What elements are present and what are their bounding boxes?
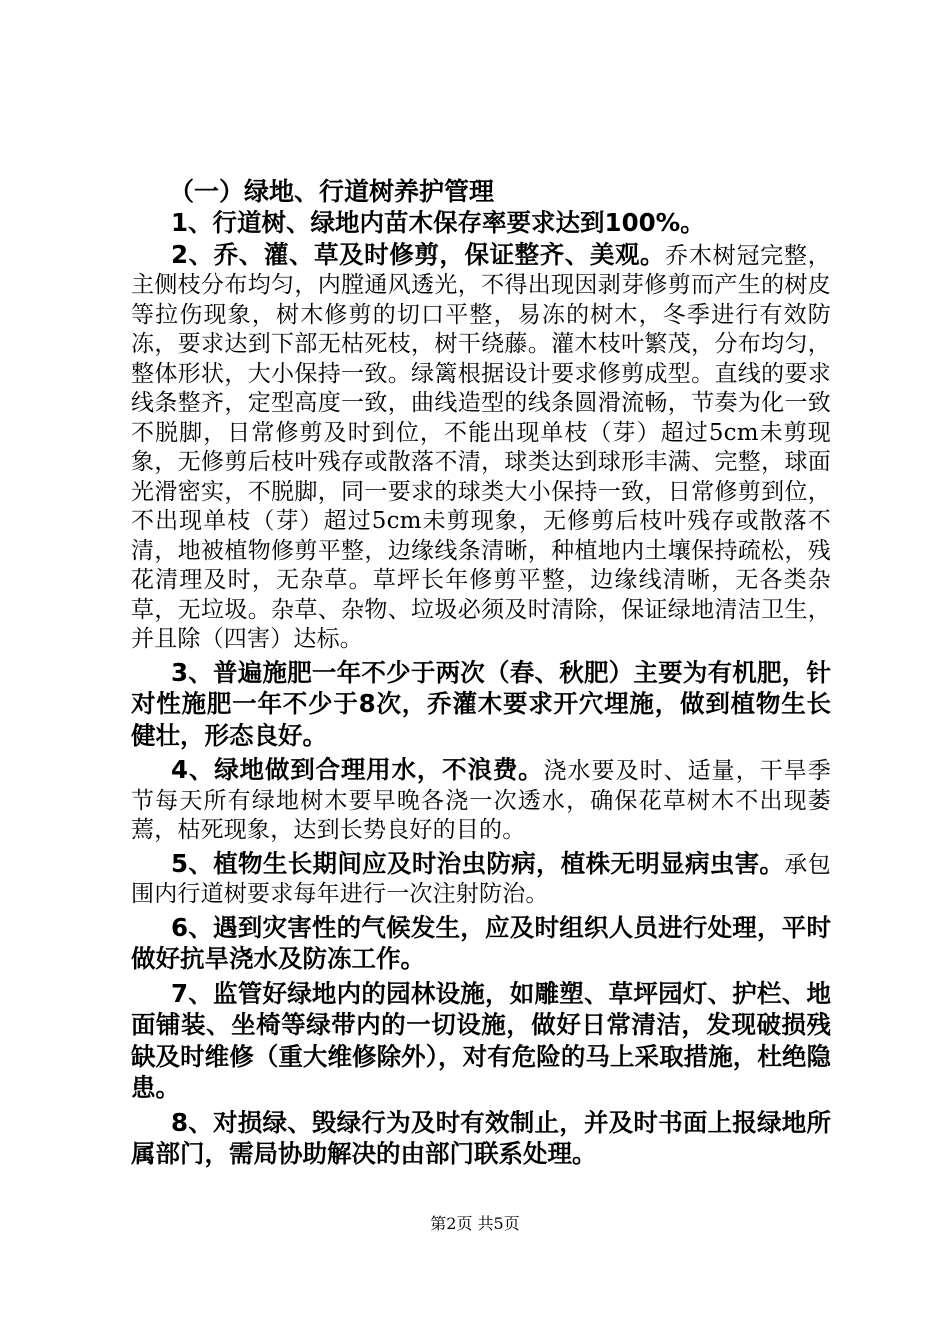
paragraph-4-body: 浇水要及时、适量，干旱季节每天所有绿地树木要早晚各浇一次透水，确保花草树木不出现萎蔫，枯死现象，达到长势良好的目的。 (131, 758, 832, 843)
page-footer: 第2页 共5页 (430, 1214, 520, 1233)
paragraph-1 (131, 208, 831, 240)
paragraph-5-body: 承包围内行道树要求每年进行一次注射防治。 (131, 851, 831, 907)
paragraph-4 (131, 755, 831, 846)
paragraph-5-lead: 5、植物生长期间应及时治虫防病，植株无明显病虫害。 (171, 848, 785, 878)
paragraph-7 (131, 979, 831, 1105)
paragraph-2 (131, 240, 831, 655)
paragraph-6-lead: 6、遇到灾害性的气候发生，应及时组织人员进行处理，平时做好抗旱浇水及防冻工作。 (131, 912, 831, 973)
paragraph-3-lead: 3、普遍施肥一年不少于两次（春、秋肥）主要为有机肥，针对性施肥一年不少于8次，乔灌木要求开穴埋施，做到植物生长健壮，形态良好。 (131, 657, 831, 750)
paragraph-8 (131, 1108, 831, 1171)
paragraph-7-lead: 7、监管好绿地内的园林设施，如雕塑、草坪园灯、护栏、地面铺装、坐椅等绿带内的一切设施，做好日常清洁，发现破损残缺及时维修（重大维修除外），对有危险的马上采取措施，杜绝隐患。 (131, 978, 831, 1102)
paragraph-2-body: 乔木树冠完整，主侧枝分布均匀，内膛通风透光，不得出现因剥芽修剪而产生的树皮等拉伤现象，树木修剪的切口平整，易冻的树木，冬季进行有效防冻，要求达到下部无枯死枝，树干绕藤。灌木枝叶繁茂，分布均匀，整体形状，大小保持一致。绿篱根据设计要求修剪成型。直线的要求线条整齐，定型高度一致，曲线造型的线条圆滑流畅，节奏为化一致不脱脚，日常修剪及时到位，不能出现单枝（芽）超过5cm未剪现象，无修剪后枝叶残存或散落不清，球类达到球形丰满、完整，球面光滑密实，不脱脚，同一要求的球类大小保持一致，日常修剪到位，不出现单枝（芽）超过5cm未剪现象，无修剪后枝叶残存或散落不清，地被植物修剪平整，边缘线条清晰，种植地内土壤保持疏松，残花清理及时，无杂草。草坪长年修剪平整，边缘线清晰，无各类杂草，无垃圾。杂草、杂物、垃圾必须及时清除，保证绿地清洁卫生，并且除（四害）达标。 (131, 242, 831, 652)
paragraph-4-lead: 4、绿地做到合理用水，不浪费。 (171, 755, 544, 784)
section-heading: （一）绿地、行道树养护管理 (169, 177, 495, 206)
paragraph-6 (131, 913, 831, 976)
paragraph-8-lead: 8、对损绿、毁绿行为及时有效制止，并及时书面上报绿地所属部门，需局协助解决的由部门联系处理。 (131, 1107, 831, 1168)
paragraph-5 (131, 849, 831, 910)
paragraph-2-lead: 2、乔、灌、草及时修剪，保证整齐、美观。 (171, 239, 666, 269)
paragraph-1-lead: 1、行道树、绿地内苗木保存率要求达到100%。 (171, 208, 705, 237)
document-body (131, 175, 831, 1171)
paragraph-3 (131, 658, 831, 753)
